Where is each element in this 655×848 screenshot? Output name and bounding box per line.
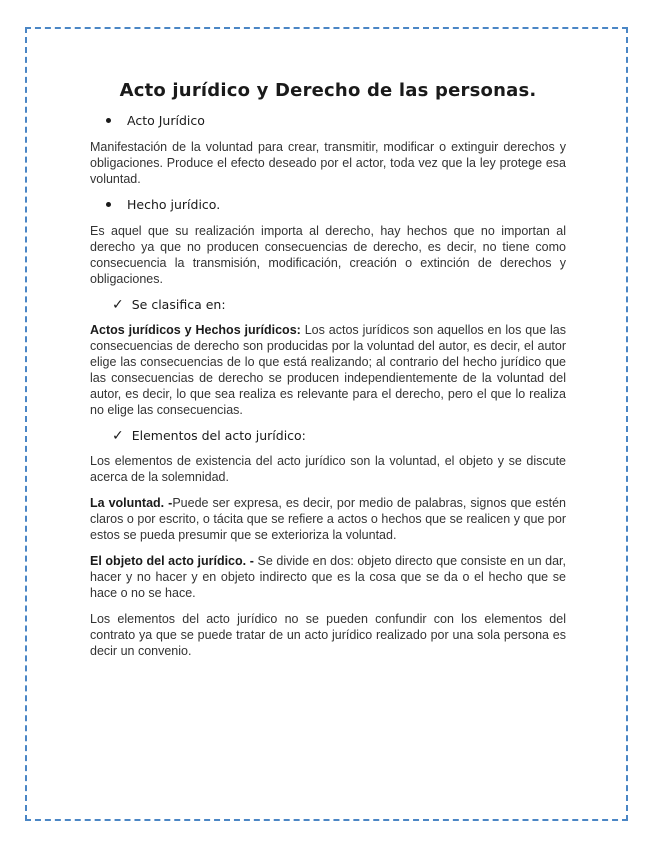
heading-acto-juridico-label: Acto Jurídico xyxy=(127,113,205,128)
clasificacion-text: Los actos jurídicos son aquellos en los que las consecuencias de derecho son producidas por la voluntad del autor, es decir, el autor elige las consecuencias de lo que está realizando; al contrario del hecho jurídico que las consecuencias de derecho se producen independientemente de la voluntad del autor, es decir, lo que sea realiza es relevante para el derecho, pero el que lo realiza no elige las consecuencias. xyxy=(90,323,566,417)
paragraph-hecho-juridico: Es aquel que su realización importa al derecho, hay hechos que no importan al derecho ya que no producen consecuencias de derecho, es decir, no tiene como consecuencia la transmisión, modificación, creación o extinción de derechos y obligaciones. xyxy=(90,224,566,286)
heading-se-clasifica xyxy=(112,297,566,312)
paragraph-objeto xyxy=(90,553,566,601)
document-body xyxy=(90,80,566,669)
paragraph-clasificacion xyxy=(90,322,566,418)
heading-acto-juridico xyxy=(106,113,566,128)
bullet-dot-icon xyxy=(106,118,111,123)
paragraph-closing: Los elementos del acto jurídico no se pueden confundir con los elementos del contrato ya que se puede tratar de un acto jurídico realizado por una sola persona es decir un convenio. xyxy=(90,612,566,658)
heading-hecho-juridico-label: Hecho jurídico. xyxy=(127,197,221,212)
checkmark-icon: ✓ xyxy=(112,296,124,313)
heading-elementos-label: Elementos del acto jurídico: xyxy=(131,428,306,443)
heading-elementos xyxy=(112,428,566,443)
objeto-lead: El objeto del acto jurídico. - xyxy=(90,554,254,568)
voluntad-lead: La voluntad. - xyxy=(90,496,173,510)
paragraph-elementos-intro: Los elementos de existencia del acto jurídico son la voluntad, el objeto y se discute acerca de la solemnidad. xyxy=(90,454,566,484)
document-title: Acto jurídico y Derecho de las personas. xyxy=(119,80,537,101)
heading-se-clasifica-label: Se clasifica en: xyxy=(131,297,226,312)
paragraph-acto-juridico: Manifestación de la voluntad para crear, transmitir, modificar o extinguir derechos y obligaciones. Produce el efecto deseado por el actor, toda vez que la ley protege esa voluntad. xyxy=(90,140,566,186)
clasificacion-lead: Actos jurídicos y Hechos jurídicos: xyxy=(90,323,301,337)
voluntad-text: Puede ser expresa, es decir, por medio de palabras, signos que estén claros o por escrito, o tácita que se refiere a actos o hechos que se realicen y que por estos se pueda presumir que se exterioriza la voluntad. xyxy=(90,496,566,542)
bullet-dot-icon xyxy=(106,202,111,207)
heading-hecho-juridico xyxy=(106,197,566,212)
checkmark-icon: ✓ xyxy=(112,427,124,444)
objeto-text: Se divide en dos: objeto directo que consiste en un dar, hacer y no hacer y en objeto indirecto que es la cosa que se da o el hecho que se hace o no se hace. xyxy=(90,554,566,600)
paragraph-voluntad xyxy=(90,495,566,543)
